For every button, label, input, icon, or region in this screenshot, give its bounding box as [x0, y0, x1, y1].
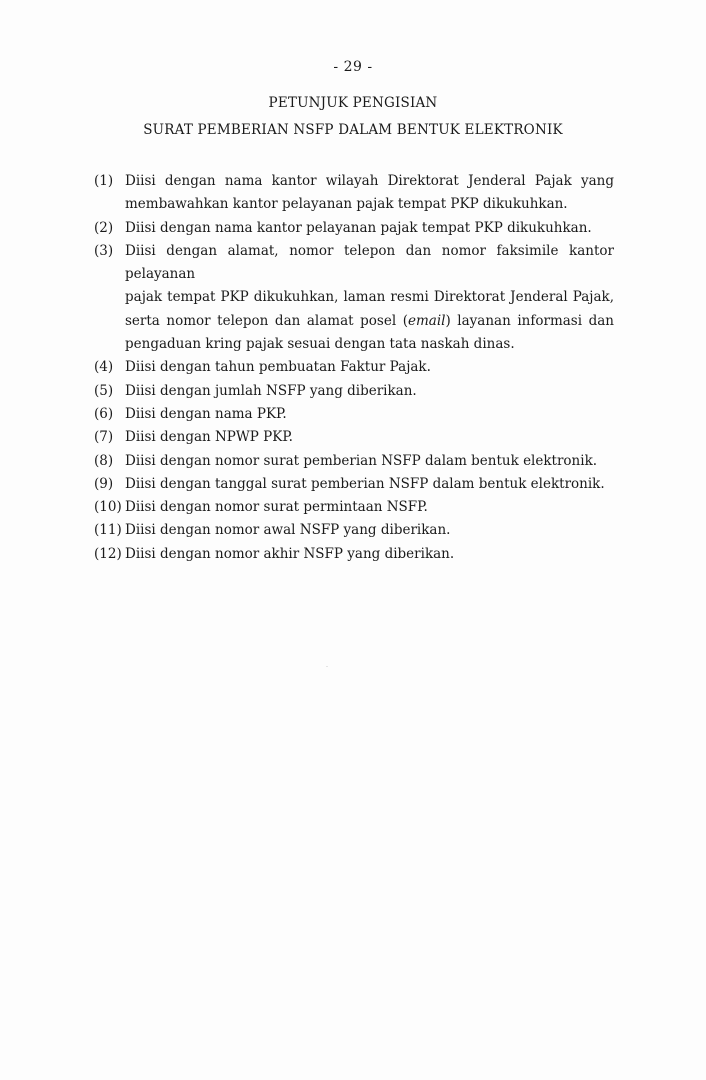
list-item [94, 403, 614, 426]
list-item [94, 170, 614, 217]
item-text [125, 473, 614, 496]
item-text [125, 170, 614, 217]
item-text-line: Diisi dengan nama kantor pelayanan pajak tempat PKP dikukuhkan. [125, 219, 592, 236]
list-item [94, 426, 614, 449]
item-text-line: membawahkan kantor pelayanan pajak tempat PKP dikukuhkan. [125, 196, 568, 213]
item-text-line: Diisi dengan tanggal surat pemberian NSFP dalam bentuk elektronik. [125, 475, 605, 492]
item-text [125, 543, 614, 566]
list-item [94, 450, 614, 473]
item-number: (6) [94, 405, 114, 422]
item-number: (10) [94, 499, 122, 516]
list-item [94, 217, 614, 240]
item-number: (12) [94, 545, 122, 562]
item-text-line: Diisi dengan nomor surat permintaan NSFP. [125, 499, 428, 516]
item-text [125, 380, 614, 403]
item-number: (2) [94, 219, 114, 236]
list-item [94, 356, 614, 379]
page-number: - 29 - [333, 59, 373, 75]
item-text-segment: serta nomor telepon dan alamat posel ( [125, 312, 408, 329]
item-text-emphasis: email [407, 312, 446, 329]
item-text [125, 240, 614, 356]
item-text-line: Diisi dengan alamat, nomor telepon dan nomor faksimile kantor pelayanan [125, 242, 614, 283]
list-item [94, 519, 614, 542]
item-text-line [125, 310, 614, 333]
item-number: (1) [94, 173, 114, 189]
list-item [94, 473, 614, 496]
item-text-line: pajak tempat PKP dikukuhkan, laman resmi Direktorat Jenderal Pajak, [125, 289, 614, 306]
item-number: (5) [94, 382, 114, 399]
item-text [125, 403, 614, 426]
item-text-line: Diisi dengan NPWP PKP. [125, 429, 293, 446]
scan-speck [326, 666, 328, 667]
item-text [125, 496, 614, 519]
item-text-line: Diisi dengan nomor awal NSFP yang diberikan. [125, 522, 451, 539]
list-item [94, 543, 614, 566]
document-title: PETUNJUK PENGISIAN [268, 95, 438, 111]
item-number: (8) [94, 452, 114, 469]
item-number: (11) [94, 522, 122, 539]
item-text-line: Diisi dengan tahun pembuatan Faktur Pajak. [125, 359, 431, 376]
item-text-line: Diisi dengan nomor surat pemberian NSFP dalam bentuk elektronik. [125, 452, 598, 469]
item-number: (7) [94, 429, 114, 446]
document-subtitle: SURAT PEMBERIAN NSFP DALAM BENTUK ELEKTRONIK [143, 122, 563, 138]
instruction-list [94, 170, 614, 566]
item-text-line: Diisi dengan nama PKP. [125, 405, 287, 422]
item-number: (4) [94, 359, 114, 376]
item-text-segment: ) layanan informasi dan [445, 312, 614, 329]
item-text [125, 217, 614, 240]
item-text-line: Diisi dengan jumlah NSFP yang diberikan. [125, 382, 417, 399]
list-item [94, 380, 614, 403]
item-text-line: Diisi dengan nomor akhir NSFP yang diberikan. [125, 545, 455, 562]
item-number: (3) [94, 242, 114, 259]
list-item [94, 496, 614, 519]
item-text-line: pengaduan kring pajak sesuai dengan tata naskah dinas. [125, 336, 515, 353]
item-text [125, 356, 614, 379]
item-number: (9) [94, 475, 114, 492]
item-text [125, 519, 614, 542]
item-text [125, 450, 614, 473]
item-text-line: Diisi dengan nama kantor wilayah Direktorat Jenderal Pajak yang [125, 173, 614, 189]
list-item [94, 240, 614, 356]
item-text [125, 426, 614, 449]
